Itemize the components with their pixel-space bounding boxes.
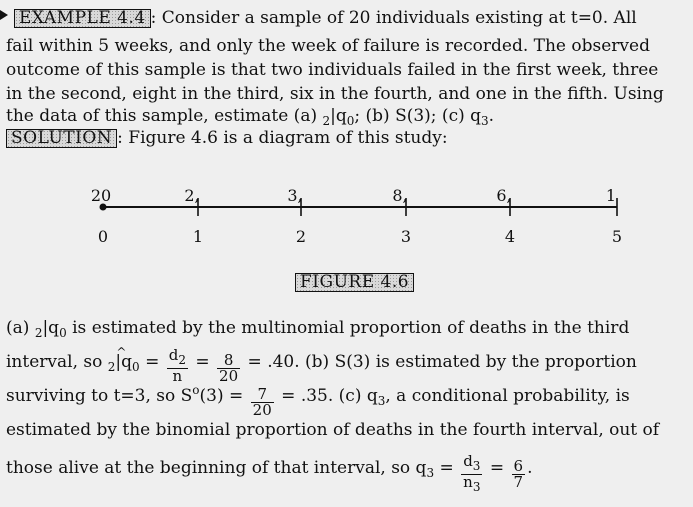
- p5-a: those alive at the beginning of that interval, so q: [6, 458, 427, 478]
- p1-q-sub: 0: [59, 326, 67, 340]
- p2-qhat: ^ |q: [115, 352, 132, 372]
- timeline-time-label-2: 2: [295, 227, 307, 246]
- frac5-num: 6: [513, 457, 524, 475]
- p3-c: (3) =: [199, 386, 249, 406]
- figure-label: FIGURE 4.6: [295, 273, 414, 292]
- example-label: EXAMPLE 4.4: [14, 9, 151, 28]
- timeline-count-label-5: 1: [605, 186, 617, 205]
- frac4-num: d: [463, 452, 473, 470]
- timeline-time-label-4: 4: [504, 227, 516, 246]
- p1-e: is estimated by the multinomial proportion of deaths in the third: [66, 318, 630, 338]
- solution-line: [6, 128, 448, 148]
- timeline-count-label-2: 3,: [287, 186, 303, 205]
- body-line-4: estimated by the binomial proportion of deaths in the fourth interval, out of: [6, 420, 660, 440]
- fraction-6-over-7: [512, 459, 526, 490]
- example-line-4: in the second, eight in the third, six in the fourth, and one in the fifth. Using: [6, 84, 664, 104]
- p3-q3-sub: 3: [377, 394, 386, 408]
- frac4-num-sub: 3: [472, 459, 481, 473]
- p5-q3-sub: 3: [426, 466, 435, 480]
- line5-q: |q: [330, 106, 347, 126]
- p5-eq2: =: [484, 458, 510, 478]
- frac3-den: 20: [252, 401, 272, 419]
- timeline-count-label-3: 8,: [392, 186, 408, 205]
- p3-sup: o: [192, 383, 200, 397]
- margin-arrow-marker: [0, 10, 8, 20]
- p5-period: .: [527, 458, 533, 478]
- timeline-count-label-4: 6,: [496, 186, 512, 205]
- p2-eq2: =: [189, 352, 216, 372]
- p2-pre-sub: 2: [107, 360, 116, 374]
- p2-q-sub: 0: [132, 360, 140, 374]
- p1-a: (a): [6, 318, 35, 338]
- timeline-time-label-3: 3: [400, 227, 412, 246]
- p1-q: |q: [42, 318, 60, 338]
- frac4-den-sub: 3: [472, 480, 481, 494]
- body-line-1: [6, 318, 629, 343]
- line5-g: .: [488, 106, 495, 126]
- p2-g: = .40. (b) S(3) is estimated by the proportion: [242, 352, 637, 372]
- p2-eq1: =: [139, 352, 165, 372]
- fraction-d2-over-n: [167, 348, 188, 384]
- figure-caption: [295, 272, 414, 292]
- solution-label: SOLUTION: [6, 129, 117, 148]
- example-line-2: fail within 5 weeks, and only the week of failure is recorded. The observed: [6, 36, 650, 56]
- line5-e: ; (b) S(3); (c) q: [354, 106, 482, 126]
- example-line-1: [14, 8, 637, 28]
- p5-eq1: =: [434, 458, 460, 478]
- frac3-num: 7: [251, 387, 274, 403]
- frac1-num-sub: 2: [178, 353, 186, 367]
- line5-q3-sub: 3: [481, 114, 489, 128]
- fraction-d3-over-n3: [461, 454, 482, 495]
- timeline-count-label-0: 20: [90, 186, 112, 205]
- p3-a: surviving to t=3, so S: [6, 386, 193, 406]
- p3-f: , a conditional probability, is: [385, 386, 630, 406]
- frac1-den: n: [172, 367, 183, 385]
- frac4-den: n: [463, 473, 473, 491]
- timeline-time-label-5: 5: [611, 227, 623, 246]
- frac5-den: 7: [513, 473, 524, 491]
- line5-q-sub: 0: [346, 114, 355, 128]
- p3-d: = .35. (c) q: [275, 386, 378, 406]
- example-text-1: : Consider a sample of 20 individuals existing at t=0. All: [150, 8, 637, 28]
- p1-pre-sub: 2: [34, 326, 43, 340]
- body-line-3: [6, 380, 630, 418]
- frac2-den: 20: [219, 367, 239, 385]
- timeline-time-label-1: 1: [192, 227, 204, 246]
- body-line-5: [6, 454, 532, 495]
- solution-text: : Figure 4.6 is a diagram of this study:: [117, 128, 448, 148]
- body-line-2: [6, 348, 637, 384]
- timeline-count-label-1: 2,: [184, 186, 200, 205]
- p2-a: interval, so: [6, 352, 108, 372]
- fraction-7-over-20: [251, 387, 274, 418]
- example-line-3: outcome of this sample is that two individuals failed in the first week, three: [6, 60, 659, 80]
- line5-pre-sub: 2: [322, 114, 331, 128]
- frac2-num: 8: [217, 353, 240, 369]
- study-timeline-diagram: [0, 170, 693, 260]
- frac1-num: d: [168, 346, 179, 364]
- line5-a: the data of this sample, estimate (a): [6, 106, 323, 126]
- timeline-time-label-0: 0: [97, 227, 109, 246]
